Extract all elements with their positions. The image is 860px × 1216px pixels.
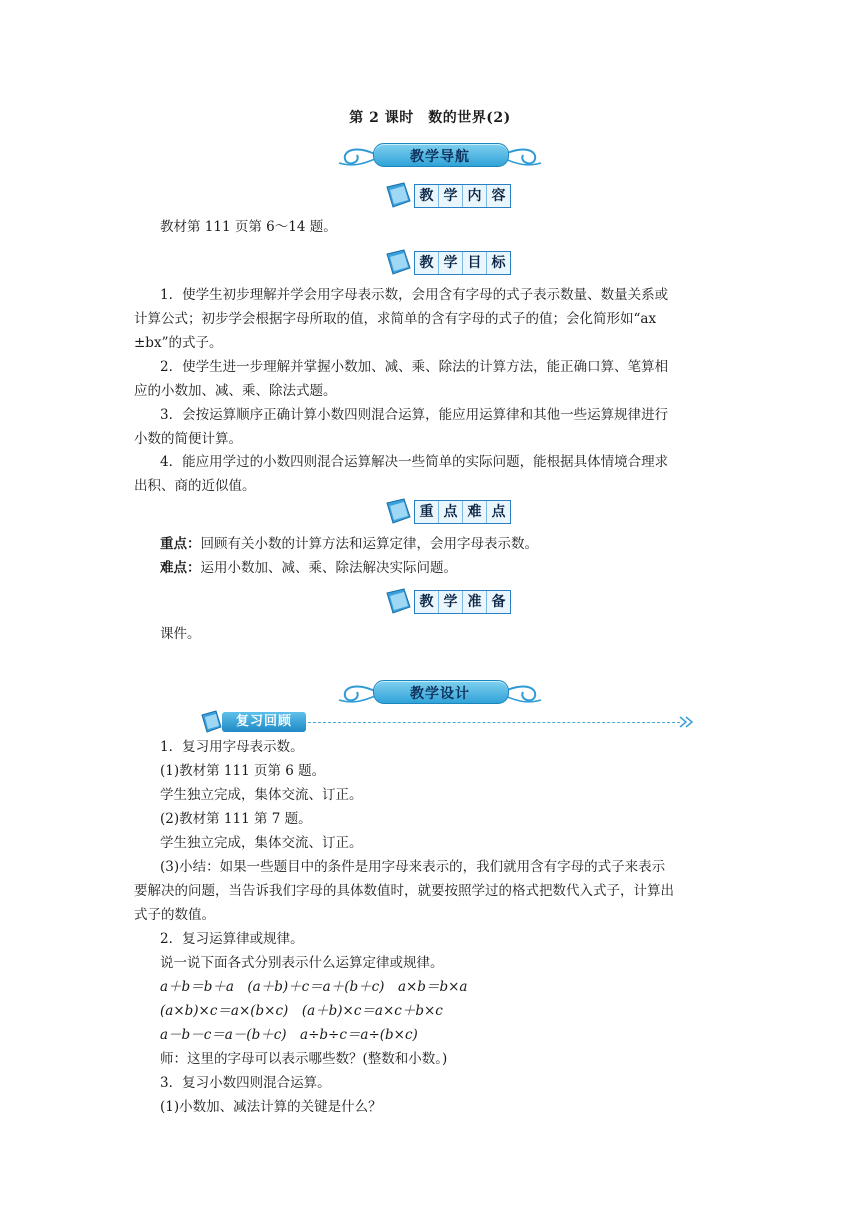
lesson-title: 第 2 课时 数的世界(2): [349, 110, 511, 126]
double-chevron-right-icon: [678, 714, 696, 730]
difficulty-text: 运用小数加、减、乘、除法解决实际问题。: [200, 560, 457, 576]
book-icon: [200, 709, 224, 735]
section-heading-content: [384, 181, 514, 209]
review-line: (2)教材第 111 第 7 题。: [160, 811, 312, 827]
book-icon: [384, 497, 414, 525]
book-icon: [384, 181, 414, 209]
review-line: 学生独立完成，集体交流、订正。: [160, 835, 363, 851]
heading-char: 备: [491, 594, 506, 610]
heading-char: 容: [491, 188, 506, 204]
banner-label: 教学导航: [410, 149, 470, 165]
goal-line: 出积、商的近似值。: [134, 478, 256, 494]
heading-char: 准: [463, 591, 487, 613]
review-tag: 复习回顾: [222, 712, 306, 732]
goal-line: 1．使学生初步理解并学会用字母表示数，会用含有字母的式子表示数量、数量关系或: [160, 287, 669, 303]
formula-line: a＋b＝b＋a (a＋b)＋c＝a＋(b＋c) a×b＝b×a: [160, 979, 468, 995]
goal-line: 4．能应用学过的小数四则混合运算解决一些简单的实际问题，能根据具体情境合理求: [160, 454, 669, 470]
heading-char: 内: [463, 185, 487, 207]
section-heading-goals: [384, 248, 514, 276]
review-line: 2．复习运算律或规律。: [160, 931, 304, 947]
review-line: 1．复习用字母表示数。: [160, 739, 304, 755]
review-line: 学生独立完成，集体交流、订正。: [160, 787, 363, 803]
banner-label: 教学设计: [410, 686, 470, 702]
key-label: 重点：: [160, 536, 201, 552]
heading-char: 教: [415, 252, 439, 274]
heading-char: 点: [439, 501, 463, 523]
heading-char: 教: [415, 591, 439, 613]
heading-char: 重: [415, 501, 439, 523]
review-line: 师：这里的字母可以表示哪些数？(整数和小数。): [160, 1051, 448, 1067]
review-section-header: [200, 709, 700, 735]
section-heading-key-points: [384, 497, 514, 525]
banner-teaching-guide: [335, 137, 545, 171]
book-icon: [384, 587, 414, 615]
heading-char: 学: [439, 185, 463, 207]
goal-line: 小数的简便计算。: [134, 431, 242, 447]
dashed-divider: [308, 722, 680, 723]
heading-char: 学: [439, 591, 463, 613]
review-line: 3．复习小数四则混合运算。: [160, 1075, 331, 1091]
key-text: 回顾有关小数的计算方法和运算定律，会用字母表示数。: [200, 536, 538, 552]
goal-line: 3．会按运算顺序正确计算小数四则混合运算，能应用运算律和其他一些运算规律进行: [160, 407, 669, 423]
heading-char: 目: [463, 252, 487, 274]
goal-line: 2．使学生进一步理解并掌握小数加、减、乘、除法的计算方法，能正确口算、笔算相: [160, 359, 669, 375]
difficulty-label: 难点：: [160, 560, 201, 576]
banner-teaching-design: [335, 674, 545, 708]
review-line: (3)小结：如果一些题目中的条件是用字母来表示的，我们就用含有字母的式子来表示: [160, 859, 666, 875]
difficulty-line: [160, 559, 457, 577]
review-line: (1)小数加、减法计算的关键是什么？: [160, 1099, 382, 1115]
review-line: (1)教材第 111 页第 6 题。: [160, 763, 326, 779]
heading-char: 标: [491, 255, 506, 271]
goal-line: ±bx”的式子。: [134, 335, 223, 351]
review-line: 要解决的问题，当告诉我们字母的具体数值时，就要按照学过的格式把数代入式子，计算出: [134, 883, 674, 899]
heading-char: 难: [463, 501, 487, 523]
goal-line: 应的小数加、减、乘、除法式题。: [134, 383, 337, 399]
key-point-line: [160, 535, 538, 553]
heading-char: 点: [491, 504, 506, 520]
formula-line: (a×b)×c＝a×(b×c) (a＋b)×c＝a×c＋b×c: [160, 1003, 443, 1019]
content-text: 教材第 111 页第 6～14 题。: [160, 219, 337, 235]
prep-text: 课件。: [160, 626, 201, 642]
heading-char: 学: [439, 252, 463, 274]
book-icon: [384, 248, 414, 276]
review-line: 说一说下面各式分别表示什么运算定律或规律。: [160, 955, 444, 971]
heading-char: 教: [415, 185, 439, 207]
section-heading-prep: [384, 587, 514, 615]
review-line: 式子的数值。: [134, 907, 215, 923]
formula-line: a－b－c＝a－(b＋c) a÷b÷c＝a÷(b×c): [160, 1027, 418, 1043]
goal-line: 计算公式；初步学会根据字母所取的值，求简单的含有字母的式子的值；会化简形如“ax: [134, 311, 657, 327]
